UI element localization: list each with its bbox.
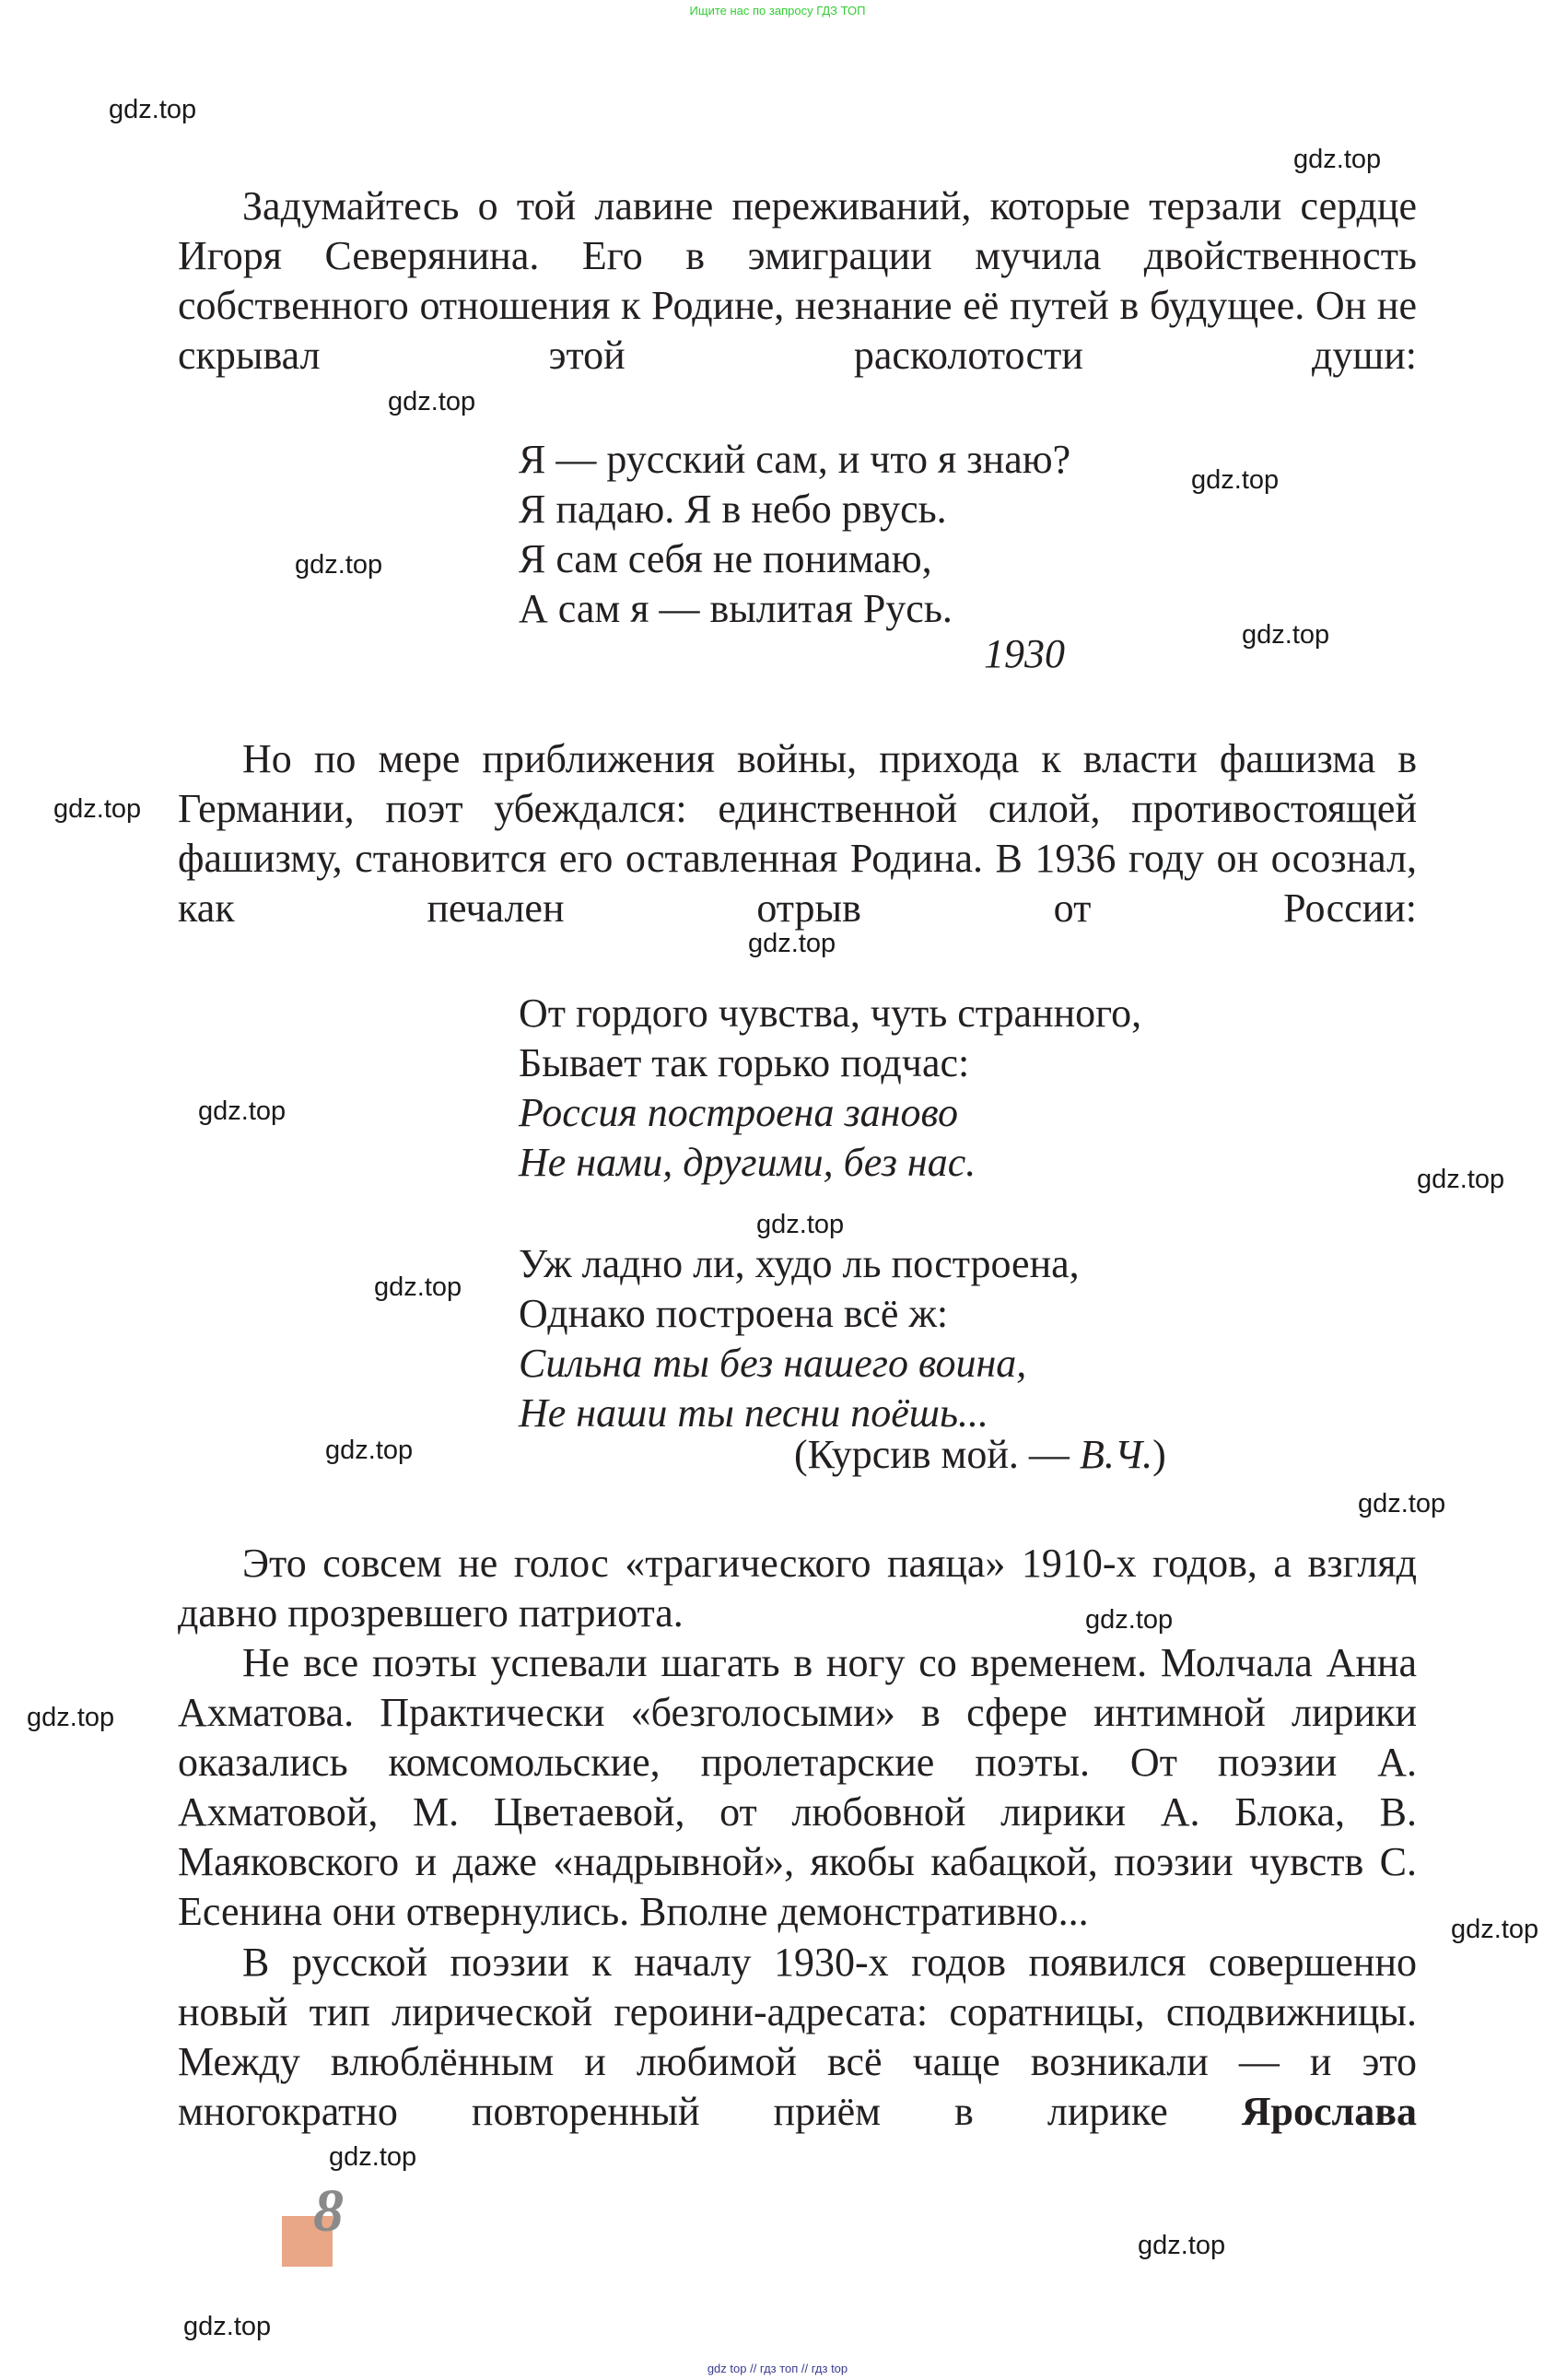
watermark: gdz.top: [374, 1272, 462, 1302]
paragraph-3: [178, 1539, 1417, 1638]
watermark: gdz.top: [325, 1436, 414, 1465]
attribution-author: В.Ч.: [1079, 1432, 1153, 1477]
paragraph-1-text: Задумайтесь о той лавине переживаний, которые терзали сердце Игоря Северянина. Его в эмиграции мучила двойственность собственного отношения к Родине, незнание её путей в будущее. Он не скрывал этой расколотости души:: [178, 183, 1417, 378]
poem-2-attribution: [794, 1431, 1166, 1478]
watermark: gdz.top: [1417, 1165, 1505, 1194]
poem-2-line-3: Россия построена заново: [519, 1090, 958, 1135]
poem-2-line-8: Не наши ты песни поёшь...: [519, 1390, 988, 1436]
poem-2-stanza-1: [519, 989, 1141, 1188]
poem-1-line-2: Я падаю. Я в небо рвусь.: [519, 487, 947, 532]
poem-1: [519, 435, 1070, 634]
paragraph-3-text: Это совсем не голос «трагического паяца» 1910-х годов, а взгляд давно прозревшего патриота.: [178, 1541, 1417, 1636]
watermark: gdz.top: [1138, 2231, 1226, 2260]
watermark: gdz.top: [183, 2312, 272, 2341]
watermark: gdz.top: [198, 1096, 286, 1126]
paragraph-1: [178, 182, 1417, 381]
poem-1-date: 1930: [984, 631, 1065, 676]
poem-2-stanza-2: [519, 1239, 1080, 1438]
poem-1-line-1: Я — русский сам, и что я знаю?: [519, 437, 1071, 482]
watermark: gdz.top: [295, 550, 383, 580]
watermark: gdz.top: [756, 1210, 845, 1239]
poem-2-line-7: Сильна ты без нашего воина,: [519, 1341, 1027, 1386]
watermark: gdz.top: [1085, 1605, 1174, 1635]
poem-1-line-4: А сам я — вылитая Русь.: [519, 586, 953, 631]
poem-2-line-1: От гордого чувства, чуть странного,: [519, 991, 1142, 1036]
watermark: gdz.top: [1242, 620, 1330, 650]
paragraph-4: [178, 1638, 1417, 1937]
page-number: 8: [313, 2177, 344, 2245]
paragraph-2: [178, 734, 1417, 933]
watermark: gdz.top: [1191, 465, 1280, 495]
watermark: gdz.top: [109, 95, 197, 124]
paragraph-5-text: В русской поэзии к началу 1930-х годов появился совершенно новый тип лирической героини-адресата: соратницы, сподвижницы. Между влюблённым и любимой всё чаще возникали — и это многократно повторенный приём в лирике: [178, 1940, 1417, 2134]
watermark: gdz.top: [1293, 145, 1382, 174]
watermark: gdz.top: [1358, 1489, 1446, 1518]
paragraph-2-text: Но по мере приближения войны, прихода к власти фашизма в Германии, поэт убеждался: единственной силой, противостоящей фашизму, становится его оставленная Родина. В 1936 году он осознал, как печален отрыв от России:: [178, 736, 1417, 931]
attribution-open: (Курсив мой. —: [794, 1432, 1080, 1477]
paragraph-5-bold-name: Ярослава: [1241, 2089, 1417, 2134]
poem-2-line-6: Однако построена всё ж:: [519, 1291, 949, 1336]
footer-links[interactable]: gdz top // гдз топ // гдз top: [707, 2362, 848, 2375]
watermark: gdz.top: [748, 929, 836, 958]
watermark: gdz.top: [1451, 1915, 1539, 1944]
watermark: gdz.top: [388, 387, 476, 416]
attribution-close: ): [1152, 1432, 1166, 1477]
poem-1-line-3: Я сам себя не понимаю,: [519, 536, 932, 581]
poem-2-line-4: Не нами, другими, без нас.: [519, 1140, 976, 1185]
paragraph-5: [178, 1938, 1417, 2137]
watermark: gdz.top: [329, 2142, 417, 2172]
poem-2-line-2: Бывает так горько подчас:: [519, 1040, 970, 1085]
poem-2-line-5: Уж ладно ли, худо ль построена,: [519, 1241, 1080, 1286]
header-search-link[interactable]: Ищите нас по запросу ГДЗ ТОП: [689, 4, 866, 18]
watermark: gdz.top: [27, 1703, 115, 1732]
paragraph-4-text: Не все поэты успевали шагать в ногу со временем. Молчала Анна Ахматова. Практически «безголосыми» в сфере интимной лирики оказались комсомольские, пролетарские поэты. От поэзии А. Ахматовой, М. Цветаевой, от любовной лирики А. Блока, В. Маяковского и даже «надрывной», якобы кабацкой, поэзии чувств С. Есенина они отвернулись. Вполне демонстративно...: [178, 1640, 1417, 1934]
watermark: gdz.top: [53, 794, 142, 824]
